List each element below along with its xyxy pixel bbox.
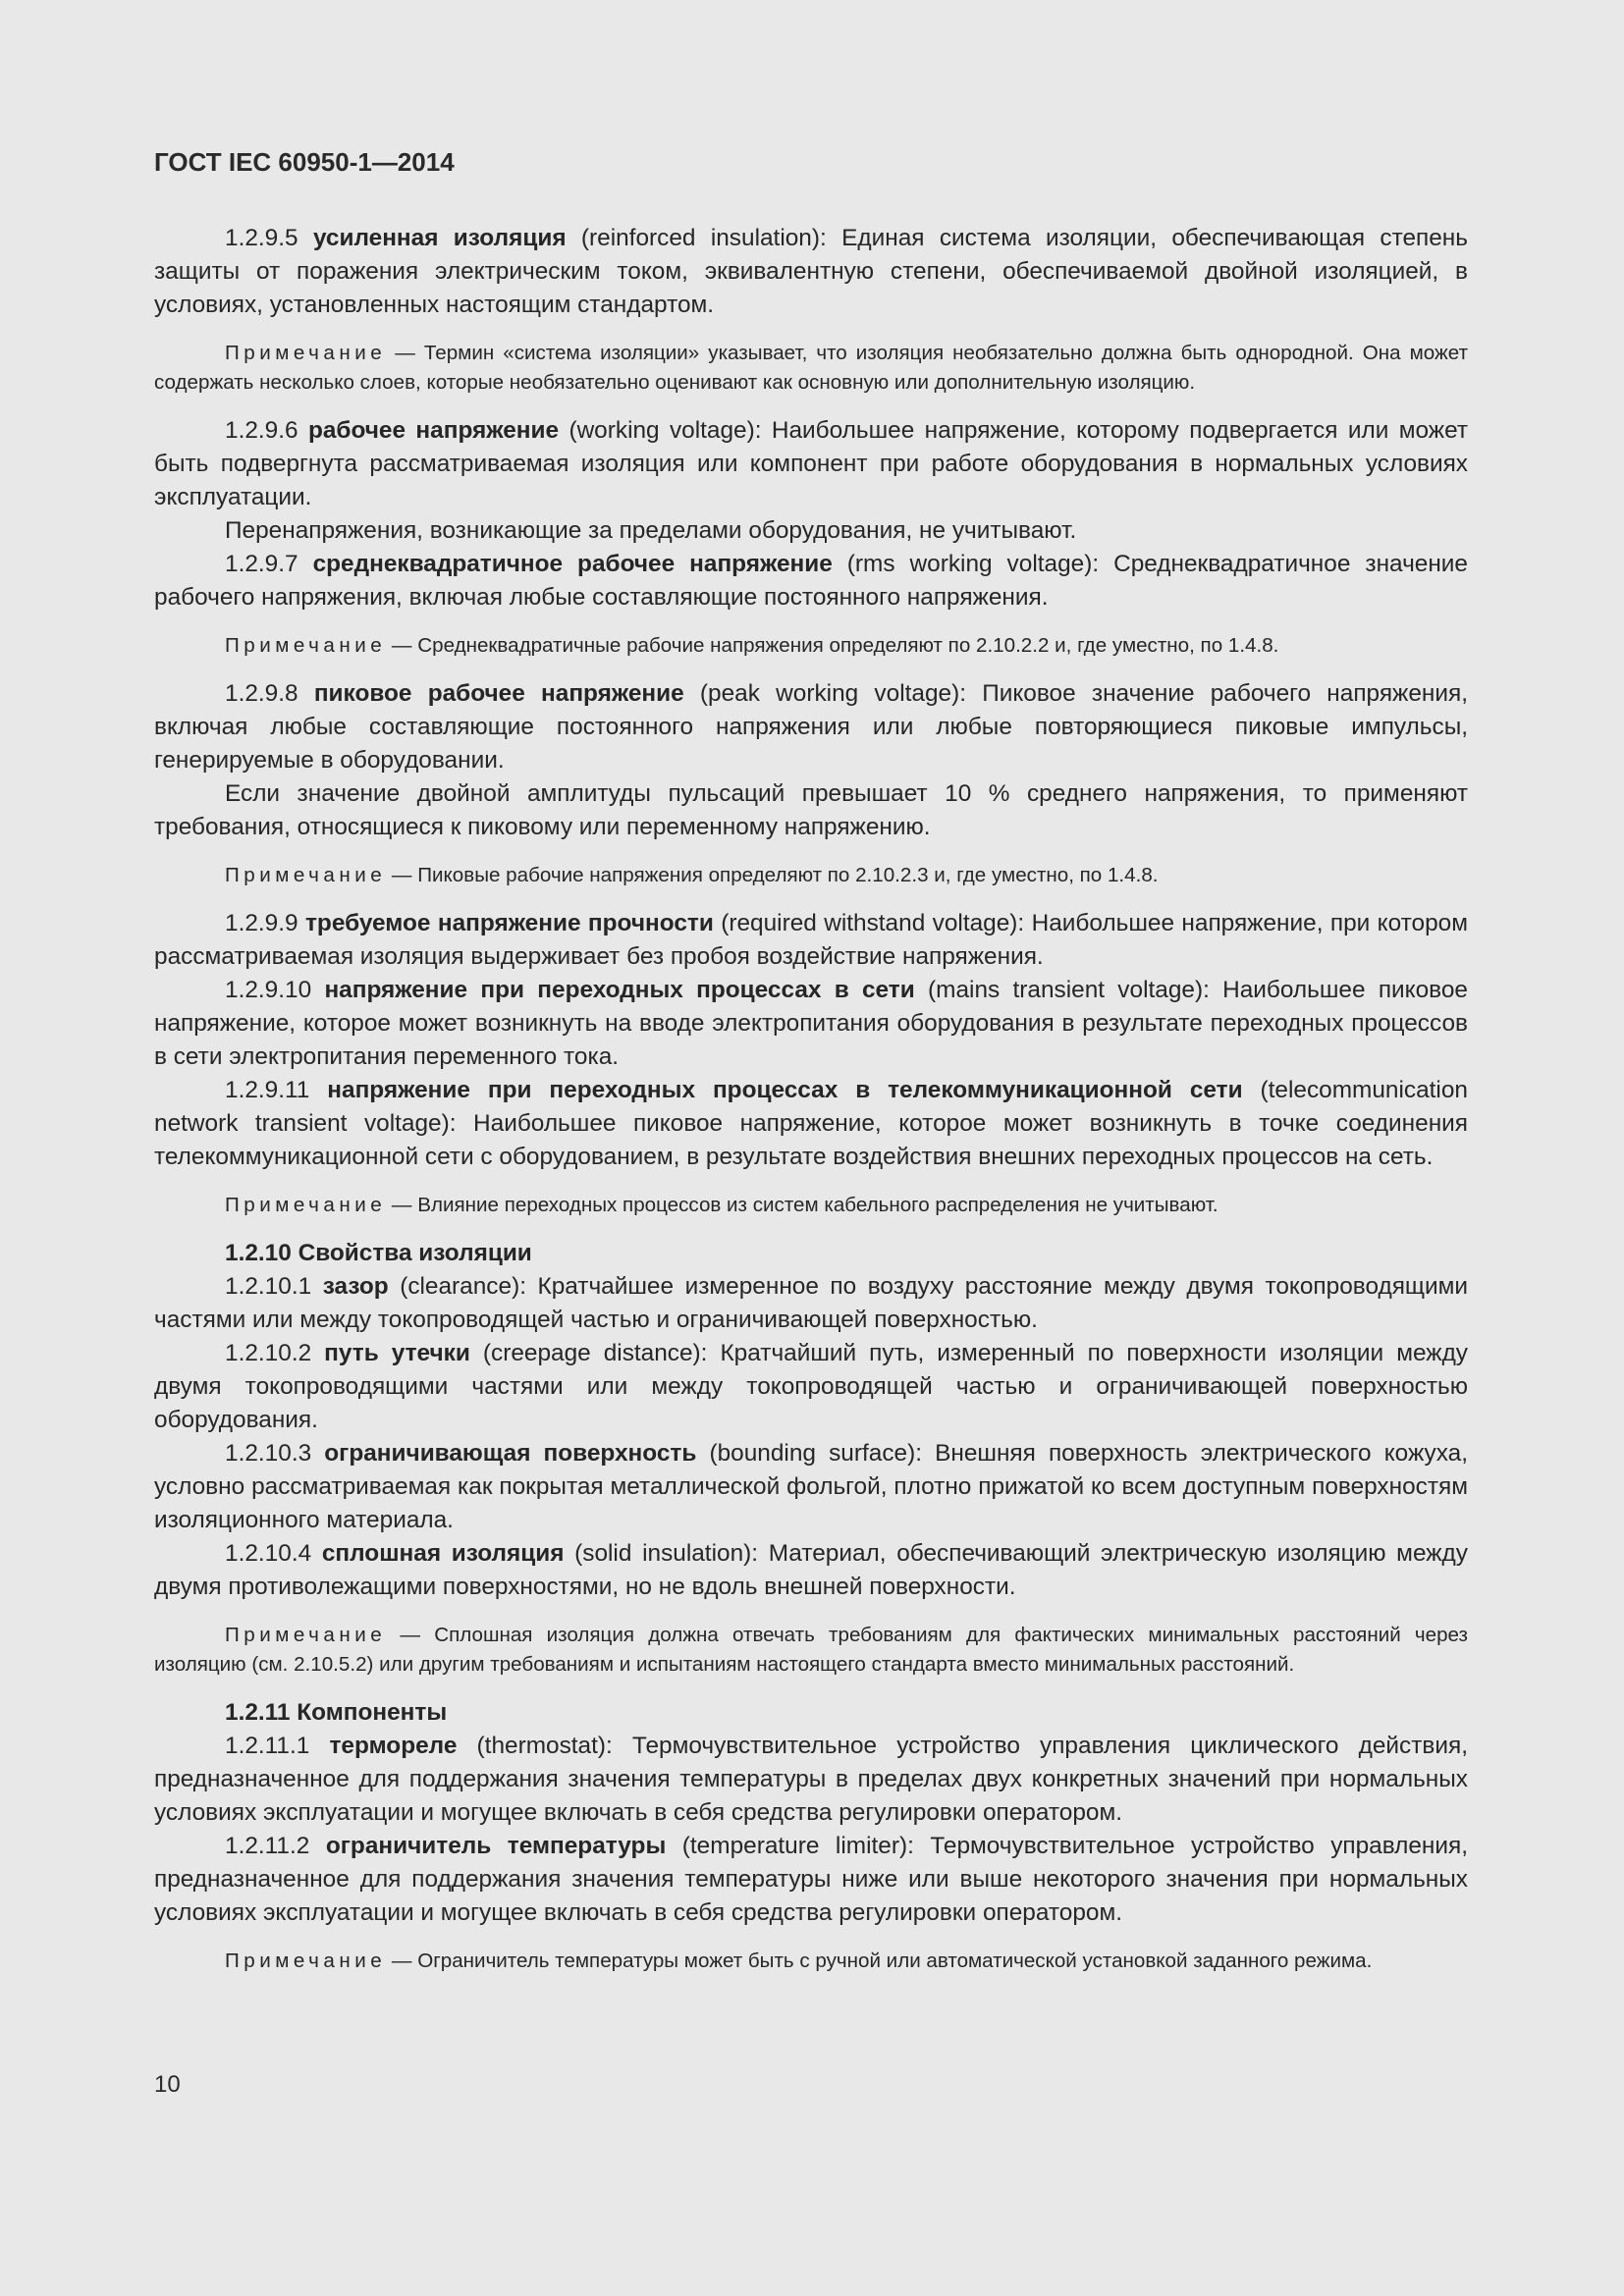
note-2 xyxy=(154,631,1468,661)
note-dash: — xyxy=(386,634,418,657)
note-text: Среднеквадратичные рабочие напряжения определяют по 2.10.2.2 и, где уместно, по 1.4.8. xyxy=(417,634,1279,657)
note-dash: — xyxy=(386,342,424,364)
note-5 xyxy=(154,1621,1468,1680)
clause-text: (bounding surface): Внешняя поверхность электрического кожуха, условно рассматриваемая как покрытая металлической фольгой, плотно прижатой ко всем доступным поверхностям изоляционного материала. xyxy=(154,1440,1469,1533)
note-3 xyxy=(154,861,1468,890)
clause-text: (creepage distance): Кратчайший путь, измеренный по поверхности изоляции между двумя токопроводящими частями или между токопроводящей частью и ограничивающей поверхностью оборудования. xyxy=(154,1340,1468,1433)
clause-1-2-9-11 xyxy=(154,1074,1468,1174)
clause-number: 1.2.9.7 xyxy=(225,551,313,577)
clause-1-2-9-6 xyxy=(154,414,1468,514)
section-heading-1-2-11: 1.2.11 Компоненты xyxy=(225,1699,448,1726)
page-number: 10 xyxy=(154,2071,181,2098)
note-label: Примечание xyxy=(225,1194,387,1216)
clause-1-2-9-5 xyxy=(154,222,1468,322)
clause-text: (working voltage): Наибольшее напряжение, которому подвергается или может быть подвергнута рассматриваемая изоляция или компонент при работе оборудования в нормальных условиях эксплуатации. xyxy=(154,417,1468,510)
clause-text: (telecommunication network transient voltage): Наибольшее пиковое напряжение, которое может возникнуть в точке соединения телекоммуникационной сети с оборудованием, в результате воздействия внешних переходных процессов на сеть. xyxy=(154,1077,1468,1170)
clause-term: пиковое рабочее напряжение xyxy=(313,680,684,707)
clause-number: 1.2.9.9 xyxy=(225,910,305,936)
clause-text: (required withstand voltage): Наибольшее напряжение, при котором рассматриваемая изоляция выдерживает без пробоя воздействие напряжения. xyxy=(154,910,1468,970)
clause-1-2-9-7 xyxy=(154,548,1468,614)
clause-text: (reinforced insulation): Единая система изоляции, обеспечивающая степень защиты от поражения электрическим током, эквивалентную степени, обеспечиваемой двойной изоляцией, в условиях, установленных настоящим стандартом. xyxy=(154,225,1468,318)
clause-number: 1.2.11.2 xyxy=(225,1833,326,1859)
clause-term: усиленная изоляция xyxy=(312,225,567,251)
clause-term: рабочее напряжение xyxy=(307,417,560,444)
clause-number: 1.2.11.1 xyxy=(225,1733,330,1759)
clause-1-2-10-1 xyxy=(154,1270,1468,1337)
clause-term: сплошная изоляция xyxy=(321,1540,565,1567)
note-label: Примечание xyxy=(225,864,387,886)
clause-number: 1.2.10.3 xyxy=(225,1440,325,1467)
paragraph: Перенапряжения, возникающие за пределами оборудования, не учитывают. xyxy=(225,517,1077,544)
clause-number: 1.2.10.1 xyxy=(225,1273,323,1300)
clause-1-2-9-9 xyxy=(154,907,1468,974)
note-dash: — xyxy=(386,1194,418,1216)
clause-text: (peak working voltage): Пиковое значение рабочего напряжения, включая любые составляющие постоянного напряжения или любые повторяющиеся пиковые импульсы, генерируемые в оборудовании. xyxy=(154,680,1468,774)
note-dash: — xyxy=(386,864,418,886)
clause-term: термореле xyxy=(329,1733,458,1759)
note-label: Примечание xyxy=(225,1949,387,1972)
clause-text: (temperature limiter): Термочувствительное устройство управления, предназначенное для поддержания значения температуры ниже или выше некоторого значения при нормальных условиях эксплуатации и могущее включать в себя средства регулировки оператором. xyxy=(154,1833,1468,1926)
clause-text: (mains transient voltage): Наибольшее пиковое напряжение, которое может возникнуть на вводе электропитания оборудования в результате переходных процессов в сети электропитания переменного тока. xyxy=(154,977,1468,1070)
clause-term: среднеквадратичное рабочее напряжение xyxy=(312,551,833,577)
clause-1-2-9-8 xyxy=(154,677,1468,777)
clause-term: ограничивающая поверхность xyxy=(324,1440,697,1467)
clause-1-2-10-3 xyxy=(154,1437,1468,1537)
clause-number: 1.2.9.5 xyxy=(225,225,313,251)
clause-number: 1.2.10.4 xyxy=(225,1540,322,1567)
clause-term: напряжение при переходных процессах в сети xyxy=(324,977,915,1003)
note-4 xyxy=(154,1191,1468,1220)
clause-text: (clearance): Кратчайшее измеренное по воздуху расстояние между двумя токопроводящими частями или между токопроводящей частью и ограничивающей поверхностью. xyxy=(154,1273,1468,1333)
paragraph: Если значение двойной амплитуды пульсаций превышает 10 % среднего напряжения, то применяют требования, относящиеся к пиковому или переменному напряжению. xyxy=(154,780,1468,840)
note-6 xyxy=(154,1947,1468,1976)
note-text: Термин «система изоляции» указывает, что изоляция необязательно должна быть однородной. Она может содержать несколько слоев, которые необязательно оценивают как основную или дополнительную изоляцию. xyxy=(154,342,1469,394)
clause-number: 1.2.9.6 xyxy=(225,417,308,444)
section-heading-1-2-10: 1.2.10 Свойства изоляции xyxy=(225,1240,532,1266)
note-dash: — xyxy=(386,1624,435,1646)
clause-term: требуемое напряжение прочности xyxy=(304,910,714,936)
clause-number: 1.2.9.8 xyxy=(225,680,314,707)
clause-number: 1.2.9.10 xyxy=(225,977,325,1003)
document-body xyxy=(154,222,1468,1993)
clause-term: зазор xyxy=(322,1273,389,1300)
clause-term: напряжение при переходных процессах в телекоммуникационной сети xyxy=(327,1077,1243,1103)
note-text: Влияние переходных процессов из систем кабельного распределения не учитывают. xyxy=(417,1194,1218,1216)
clause-number: 1.2.9.11 xyxy=(225,1077,328,1103)
note-text: Сплошная изоляция должна отвечать требованиям для фактических минимальных расстояний через изоляцию (см. 2.10.5.2) или другим требованиям и испытаниям настоящего стандарта вместо минимальных расстояний. xyxy=(154,1624,1468,1676)
document-header: ГОСТ IEC 60950-1—2014 xyxy=(154,147,455,177)
note-text: Ограничитель температуры может быть с ручной или автоматической установкой заданного режима. xyxy=(417,1949,1373,1972)
note-dash: — xyxy=(386,1949,418,1972)
note-label: Примечание xyxy=(225,634,387,657)
note-1 xyxy=(154,339,1468,398)
clause-1-2-9-10 xyxy=(154,974,1468,1074)
clause-term: ограничитель температуры xyxy=(325,1833,667,1859)
clause-text: (thermostat): Термочувствительное устройство управления циклического действия, предназначенное для поддержания значения температуры в пределах двух конкретных значений при нормальных условиях эксплуатации и могущее включать в себя средства регулировки оператором. xyxy=(154,1733,1468,1826)
clause-number: 1.2.10.2 xyxy=(225,1340,325,1366)
clause-1-2-10-4 xyxy=(154,1537,1468,1604)
clause-1-2-11-2 xyxy=(154,1830,1468,1930)
clause-text: (rms working voltage): Среднеквадратичное значение рабочего напряжения, включая любые составляющие постоянного напряжения. xyxy=(154,551,1468,611)
clause-text: (solid insulation): Материал, обеспечивающий электрическую изоляцию между двумя противолежащими поверхностями, но не вдоль внешней поверхности. xyxy=(154,1540,1468,1600)
clause-term: путь утечки xyxy=(324,1340,470,1366)
note-text: Пиковые рабочие напряжения определяют по 2.10.2.3 и, где уместно, по 1.4.8. xyxy=(417,864,1159,886)
note-label: Примечание xyxy=(225,342,387,364)
clause-1-2-11-1 xyxy=(154,1730,1468,1830)
clause-1-2-10-2 xyxy=(154,1337,1468,1437)
note-label: Примечание xyxy=(225,1624,387,1646)
